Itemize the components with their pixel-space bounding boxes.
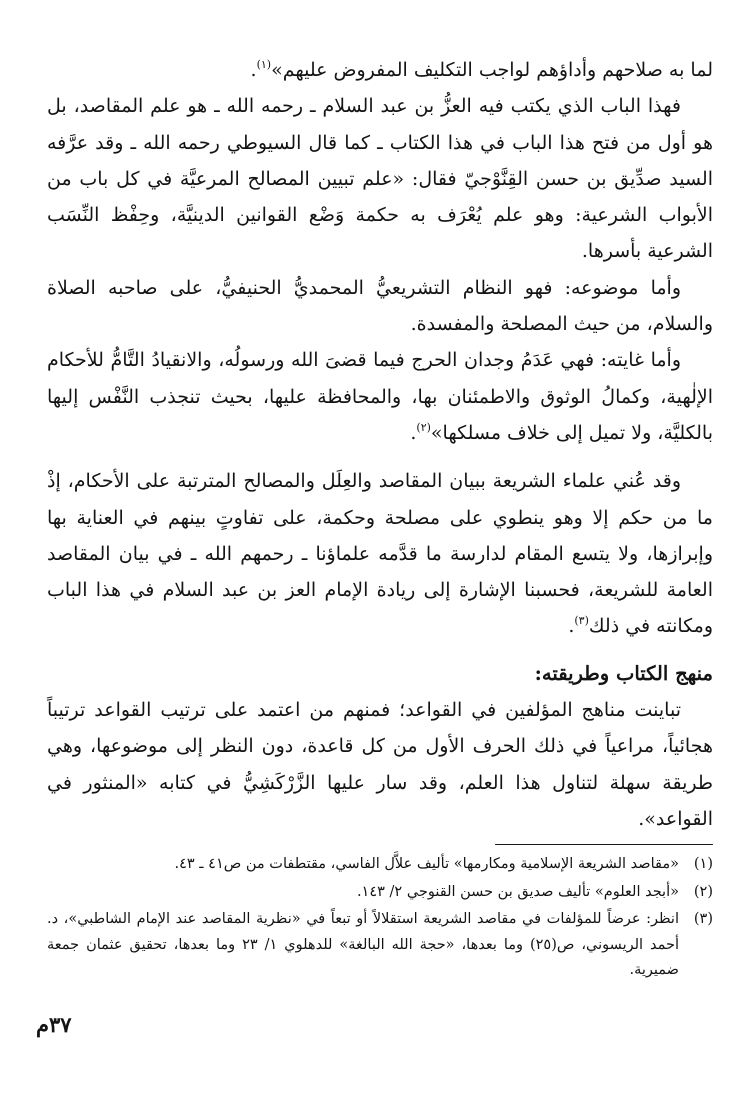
paragraph-1 bbox=[47, 52, 713, 88]
footnote-3 bbox=[47, 907, 713, 984]
footnote-2 bbox=[47, 880, 713, 906]
footnote-text: انظر: عرضاً للمؤلفات في مقاصد الشريعة استقلالاً أو تبعاً في «نظرية المقاصد عند الإمام الشاطبي»، د. أحمد الريسوني، ص(٢٥) وما بعدها، «حجة الله البالغة» للدهلوي ١/ ٢٣ وما بعدها، تحقيق عثمان جمعة ضميرية. bbox=[47, 911, 680, 978]
paragraph-4 bbox=[47, 342, 713, 451]
paragraph-5 bbox=[47, 463, 713, 644]
paragraph-2: فهذا الباب الذي يكتب فيه العزُّ بن عبد السلام ـ رحمه الله ـ هو علم المقاصد، بل هو أول من فتح هذا الباب في هذا الكتاب ـ كما قال السيوطي رحمه الله ـ وقد عرَّفه السيد صدِّيق بن حسن القِنَّوْجيّ فقال: «علم تبيين المصالح المرعيَّة في كل باب من الأبواب الشرعية: وهو علم يُعْرَف به حكمة وَضْع القوانين الدينيَّة، وحِفْظ النِّسَب الشرعية بأسرها. bbox=[47, 95, 713, 263]
footnote-ref-3[interactable]: (٣) bbox=[574, 614, 589, 628]
footnote-number: (١) bbox=[693, 856, 713, 872]
main-text bbox=[47, 52, 713, 837]
section-heading: منهج الكتاب وطريقته: bbox=[534, 661, 713, 685]
paragraph-4-text: وأما غايته: فهي عَدَمُ وجدان الحرج فيما قضىَ الله ورسولُه، والانقيادُ التَّامُّ للأحكام الإلٰهية، وكمالُ الوثوق والاطمئنان بها، والمحافظة عليها، بحيث تنجذب النَّفْس إليها بالكليَّة، ولا تميل إلى خلاف مسلكها» bbox=[47, 349, 713, 444]
footnote-number: (٢) bbox=[693, 883, 713, 900]
footnote-text: «أبجد العلوم» تأليف صديق بن حسن القنوجي ٢/ ١٤٣. bbox=[356, 883, 679, 900]
page-number: ٣٧م bbox=[36, 1012, 72, 1037]
paragraph-6: تباينت مناهج المؤلفين في القواعد؛ فمنهم من اعتمد على ترتيب القواعد ترتيباً هجائياً، مراعياً في ذلك الحرف الأول من كل قاعدة، دون النظر إلى موضوعها، وهي طريقة سهلة لتناول هذا العلم، وقد سار عليها الزَّرْكَشِيُّ في كتابه «المنثور في القواعد». bbox=[47, 699, 713, 830]
footnotes bbox=[47, 852, 713, 986]
paragraph-1-end: . bbox=[250, 59, 257, 81]
paragraph-5-end: . bbox=[568, 615, 575, 638]
footnote-number: (٣) bbox=[693, 911, 713, 927]
footnote-ref-2[interactable]: (٢) bbox=[416, 420, 431, 434]
paragraph-1-text: لما به صلاحهم وأداؤهم لواجب التكليف المفروض عليهم» bbox=[271, 59, 713, 81]
footnote-text: «مقاصد الشريعة الإسلامية ومكارمها» تأليف علاَّل الفاسي، مقتطفات من ص٤١ ـ ٤٣. bbox=[174, 856, 679, 872]
footnote-1 bbox=[47, 852, 713, 878]
paragraph-3: وأما موضوعه: فهو النظام التشريعيُّ المحمديُّ الحنيفيُّ، على صاحبه الصلاة والسلام، من حيث المصلحة والمفسدة. bbox=[47, 276, 713, 336]
paragraph-4-end: . bbox=[410, 421, 417, 444]
footnote-divider bbox=[495, 844, 713, 845]
paragraph-5-text: وقد عُني علماء الشريعة ببيان المقاصد والعِلَل والمصالح المترتبة على الأحكام، إذْ ما من حكم إلا وهو ينطوي على مصلحة وحكمة، على تفاوتٍ بينهم في العناية بها وإبرازها، ولا يتسع المقام لدارسة ما قدَّمه علماؤنا ـ رحمهم الله ـ في بيان المقاصد العامة للشريعة، فحسبنا الإشارة إلى ريادة الإمام العز بن عبد السلام في هذا الباب ومكانته في ذلك bbox=[47, 470, 713, 638]
footnote-ref-1[interactable]: (١) bbox=[256, 58, 272, 71]
